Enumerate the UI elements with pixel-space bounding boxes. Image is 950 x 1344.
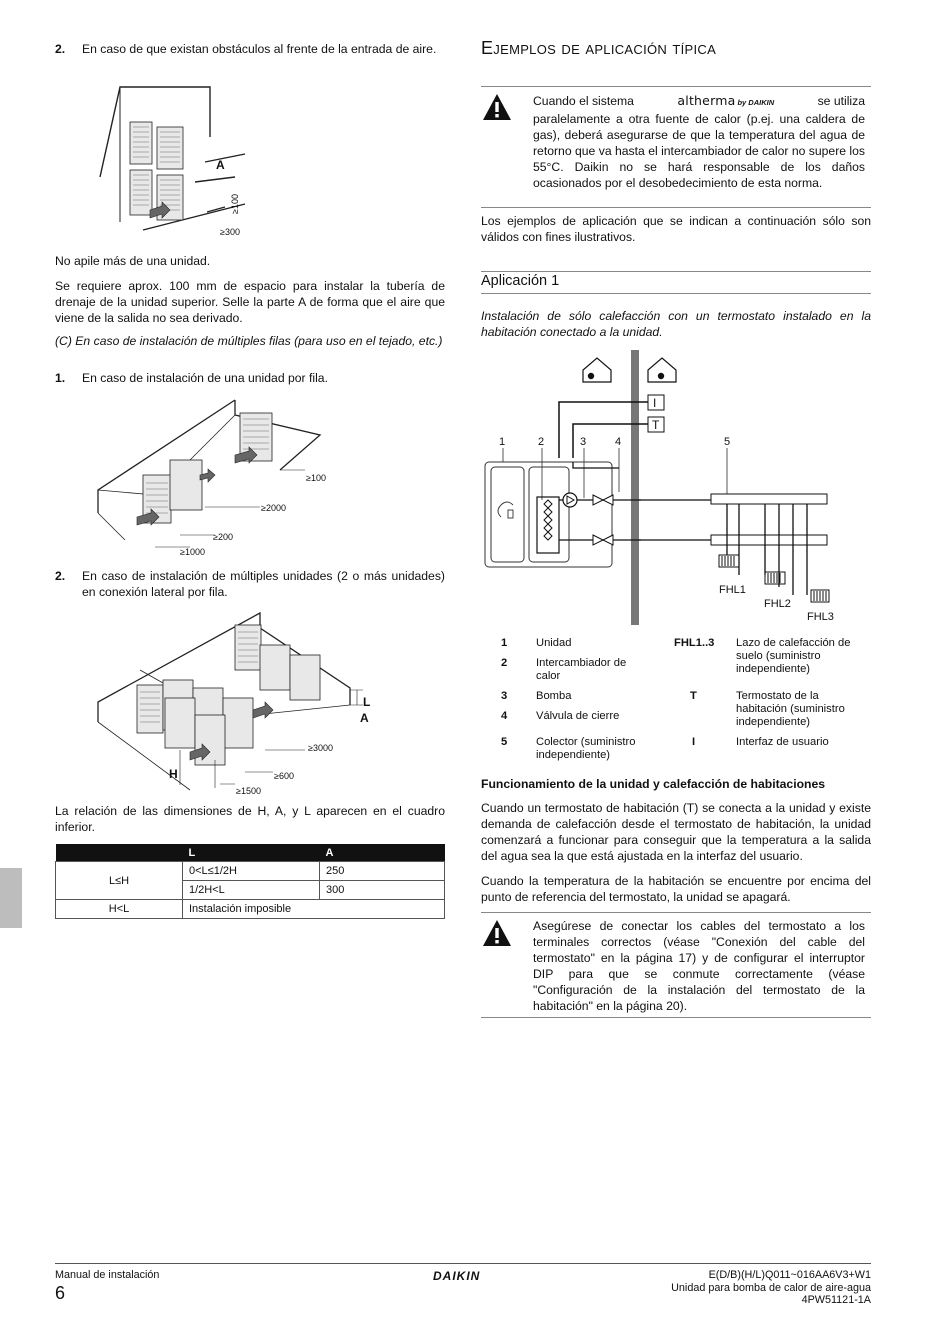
function-heading: Funcionamiento de la unidad y calefacción de habitaciones bbox=[481, 777, 826, 791]
warning-thermostat-text: Asegúrese de conectar los cables del termostato a los terminales correctos (véase "Conexión del cable del termostato" en la página 17) y de configurar el interruptor DIP para que se conmute correctamente (véase "Configuración de la instalación del termostato de la habitación" en la página 20). bbox=[533, 919, 865, 1013]
table-cell: L≤H bbox=[56, 862, 183, 900]
daikin-logo: DAIKIN bbox=[433, 1269, 481, 1283]
divider bbox=[481, 912, 871, 913]
function-paragraph-2: Cuando la temperatura de la habitación se encuentre por encima del punto de referencia del termostato, la unidad se apagará. bbox=[481, 874, 871, 904]
callout-4: 4 bbox=[615, 436, 622, 448]
item-number: 2. bbox=[55, 42, 66, 56]
legend-value: Válvula de cierre bbox=[536, 710, 620, 722]
dim-1500: ≥1500 bbox=[236, 786, 261, 796]
warning-icon bbox=[482, 918, 512, 948]
footer-code: 4PW51121-1A bbox=[801, 1294, 871, 1306]
page-number: 6 bbox=[55, 1283, 66, 1303]
label-a: A bbox=[360, 711, 369, 725]
legend-key: 3 bbox=[501, 690, 508, 702]
legend-key: 5 bbox=[501, 736, 508, 748]
dim-100: ≥100 bbox=[306, 473, 326, 483]
footer-model: E(D/B)(H/L)Q011~016AA6V3+W1 bbox=[708, 1269, 871, 1281]
unit-outline bbox=[485, 462, 612, 567]
legend-key: 1 bbox=[501, 637, 508, 649]
application-1-title: Aplicación 1 bbox=[481, 273, 560, 289]
item-2-obstacles bbox=[55, 41, 445, 57]
legend-value: Colector (suministro independiente) bbox=[536, 736, 636, 761]
legend-value: Interfaz de usuario bbox=[736, 736, 829, 748]
item-text: En caso de que existan obstáculos al frente de la entrada de aire. bbox=[82, 42, 437, 56]
table-cell: 250 bbox=[320, 862, 445, 881]
legend-value: Termostato de la habitación (suministro independiente) bbox=[736, 690, 845, 728]
warning-pre: Cuando el sistema bbox=[533, 94, 634, 108]
wall bbox=[631, 350, 639, 625]
item-text: En caso de instalación de múltiples unidades (2 o más unidades) en conexión lateral por fila. bbox=[82, 569, 445, 599]
dimensions-table bbox=[55, 844, 445, 919]
house-icon bbox=[648, 358, 676, 382]
divider bbox=[481, 86, 871, 87]
callout-5: 5 bbox=[724, 436, 731, 448]
item-number: 1. bbox=[55, 371, 66, 385]
divider bbox=[481, 293, 871, 294]
table-header-empty bbox=[56, 844, 183, 862]
function-paragraph-1: Cuando un termostato de habitación (T) se conecta a la unidad y existe demanda de calefacción desde el termostato de habitación, la unidad comenzará a funcionar para conseguir que la temperatura a la salida del agua sea la que está ajustada en la interfaz del usuario. bbox=[481, 801, 871, 863]
altherma-logo bbox=[677, 93, 774, 111]
dim-200: ≥200 bbox=[213, 532, 233, 542]
divider bbox=[481, 271, 871, 272]
label-i: I bbox=[653, 396, 657, 410]
dim-3000: ≥3000 bbox=[308, 743, 333, 753]
altherma-wordmark: altherma bbox=[677, 93, 736, 108]
footer-product: Unidad para bomba de calor de aire-agua bbox=[671, 1282, 871, 1294]
warning-first-line bbox=[533, 93, 865, 111]
item-2-multiple-units bbox=[55, 568, 445, 600]
callout-2: 2 bbox=[538, 436, 545, 448]
shutoff-valve-icon bbox=[593, 495, 613, 545]
dim-300: ≥300 bbox=[220, 227, 240, 237]
table-cell: H<L bbox=[56, 900, 183, 919]
figure-single-row bbox=[95, 395, 335, 560]
legend-key: 4 bbox=[501, 710, 508, 722]
by-daikin-wordmark: by DAIKIN bbox=[737, 98, 775, 107]
case-c-heading: (C) En caso de instalación de múltiples filas (para uso en el tejado, etc.) bbox=[55, 334, 443, 348]
legend-key: FHL1..3 bbox=[674, 637, 715, 649]
manifold-return bbox=[711, 535, 827, 545]
table-header-l: L bbox=[183, 844, 320, 862]
drain-text: Se requiere aprox. 100 mm de espacio para instalar la tubería de drenaje de la unidad superior. Selle la parte A de forma que el aire que viene de la salida no sea derivado. bbox=[55, 279, 445, 325]
item-1-one-unit bbox=[55, 370, 445, 386]
warning-rest: paralelamente a otra fuente de calor (p.ej. una caldera de gas), deberá asegurarse de que la temperatura del agua de retorno que va hasta el intercambiador de calor no supere los 55°C. Daikin no se hará responsable de los daños ocasionados por el desobedecimiento de esta norma. bbox=[533, 112, 865, 190]
figure-multiple-row bbox=[95, 610, 380, 800]
chapter-tab bbox=[0, 868, 22, 928]
label-fhl2: FHL2 bbox=[764, 598, 791, 610]
table-row bbox=[56, 900, 445, 919]
legend-value: Bomba bbox=[536, 690, 572, 702]
legend-key: I bbox=[692, 736, 696, 748]
legend-key: 2 bbox=[501, 657, 508, 669]
table-cell: 0<L≤1/2H bbox=[183, 862, 320, 881]
callout-1: 1 bbox=[499, 436, 506, 448]
label-a: A bbox=[216, 158, 225, 172]
relation-text: La relación de las dimensiones de H, A, y L aparecen en el cuadro inferior. bbox=[55, 804, 445, 834]
fan-icon bbox=[498, 502, 513, 518]
dim-2000: ≥2000 bbox=[261, 503, 286, 513]
no-stack-text: No apile más de una unidad. bbox=[55, 254, 211, 268]
item-text: En caso de instalación de una unidad por fila. bbox=[82, 371, 328, 385]
callout-3: 3 bbox=[580, 436, 587, 448]
table-header-row bbox=[56, 844, 445, 862]
legend bbox=[481, 637, 871, 767]
divider bbox=[481, 1017, 871, 1018]
dim-100: ≥100 bbox=[230, 194, 240, 214]
heat-exchanger bbox=[537, 497, 559, 553]
figure-stacked-units bbox=[95, 82, 265, 247]
section-title: Ejemplos de aplicación típica bbox=[481, 38, 717, 58]
application-1-desc: Instalación de sólo calefacción con un termostato instalado en la habitación conectado a la unidad. bbox=[481, 309, 871, 339]
table-cell: Instalación imposible bbox=[183, 900, 445, 919]
manifold-supply bbox=[711, 494, 827, 504]
dim-1000: ≥1000 bbox=[180, 547, 205, 557]
warning-icon bbox=[482, 92, 512, 122]
warning-boiler-text bbox=[533, 93, 865, 191]
legend-value: Unidad bbox=[536, 637, 572, 649]
label-l: L bbox=[363, 695, 371, 709]
examples-note: Los ejemplos de aplicación que se indican a continuación sólo son válidos con fines ilustrativos. bbox=[481, 214, 871, 244]
label-t: T bbox=[652, 418, 660, 432]
house-icon bbox=[583, 358, 611, 382]
item-number: 2. bbox=[55, 569, 66, 583]
table-cell: 1/2H<L bbox=[183, 881, 320, 900]
legend-key: T bbox=[690, 690, 697, 702]
warning-post: se utiliza bbox=[817, 94, 865, 108]
table-header-a: A bbox=[320, 844, 445, 862]
label-fhl3: FHL3 bbox=[807, 611, 834, 623]
label-fhl1: FHL1 bbox=[719, 584, 746, 596]
table-row bbox=[56, 862, 445, 881]
legend-value: Lazo de calefacción de suelo (suministro independiente) bbox=[736, 637, 851, 675]
legend-value: Intercambiador de calor bbox=[536, 657, 627, 682]
application-diagram bbox=[481, 350, 871, 630]
footer-divider bbox=[55, 1263, 871, 1264]
label-h: H bbox=[169, 767, 178, 781]
dim-600: ≥600 bbox=[274, 771, 294, 781]
divider bbox=[481, 207, 871, 208]
table-cell: 300 bbox=[320, 881, 445, 900]
footer-manual-label: Manual de instalación bbox=[55, 1269, 160, 1281]
